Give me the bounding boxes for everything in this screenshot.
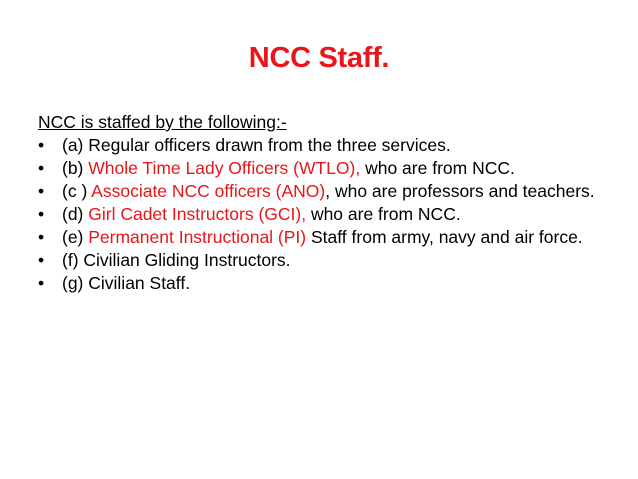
bullet-icon: • xyxy=(38,273,45,293)
list-item xyxy=(38,158,608,179)
item-text: (e) xyxy=(62,227,89,247)
item-text-after: Staff from army, navy and air force. xyxy=(306,227,583,247)
staff-list xyxy=(38,135,608,294)
item-highlight: Girl Cadet Instructors (GCI), xyxy=(88,204,307,224)
list-item xyxy=(38,273,608,294)
list-item xyxy=(38,181,608,202)
item-text: (c ) xyxy=(62,181,92,201)
bullet-icon: • xyxy=(38,204,45,224)
item-text-after: , who are professors and teachers. xyxy=(325,181,595,201)
list-item xyxy=(38,204,608,225)
bullet-icon: • xyxy=(38,181,45,201)
item-text: (d) xyxy=(62,204,89,224)
bullet-icon: • xyxy=(38,135,45,155)
slide-body xyxy=(38,112,608,296)
list-item xyxy=(38,227,608,248)
item-text: (a) Regular officers drawn from the three services. xyxy=(62,135,451,155)
item-highlight: Permanent Instructional (PI) xyxy=(88,227,307,247)
list-item xyxy=(38,250,608,271)
item-highlight: Whole Time Lady Officers (WTLO), xyxy=(88,158,361,178)
item-highlight: Associate NCC officers (ANO) xyxy=(91,181,326,201)
item-text: (b) xyxy=(62,158,89,178)
item-text-after: who are from NCC. xyxy=(360,158,515,178)
item-text-after: who are from NCC. xyxy=(306,204,461,224)
item-text: (f) Civilian Gliding Instructors. xyxy=(62,250,291,270)
bullet-icon: • xyxy=(38,158,45,178)
slide-title: NCC Staff. xyxy=(248,42,390,74)
item-text: (g) Civilian Staff. xyxy=(62,273,191,293)
bullet-icon: • xyxy=(38,227,45,247)
bullet-icon: • xyxy=(38,250,45,270)
list-item xyxy=(38,135,608,156)
intro-text: NCC is staffed by the following:- xyxy=(38,112,287,132)
